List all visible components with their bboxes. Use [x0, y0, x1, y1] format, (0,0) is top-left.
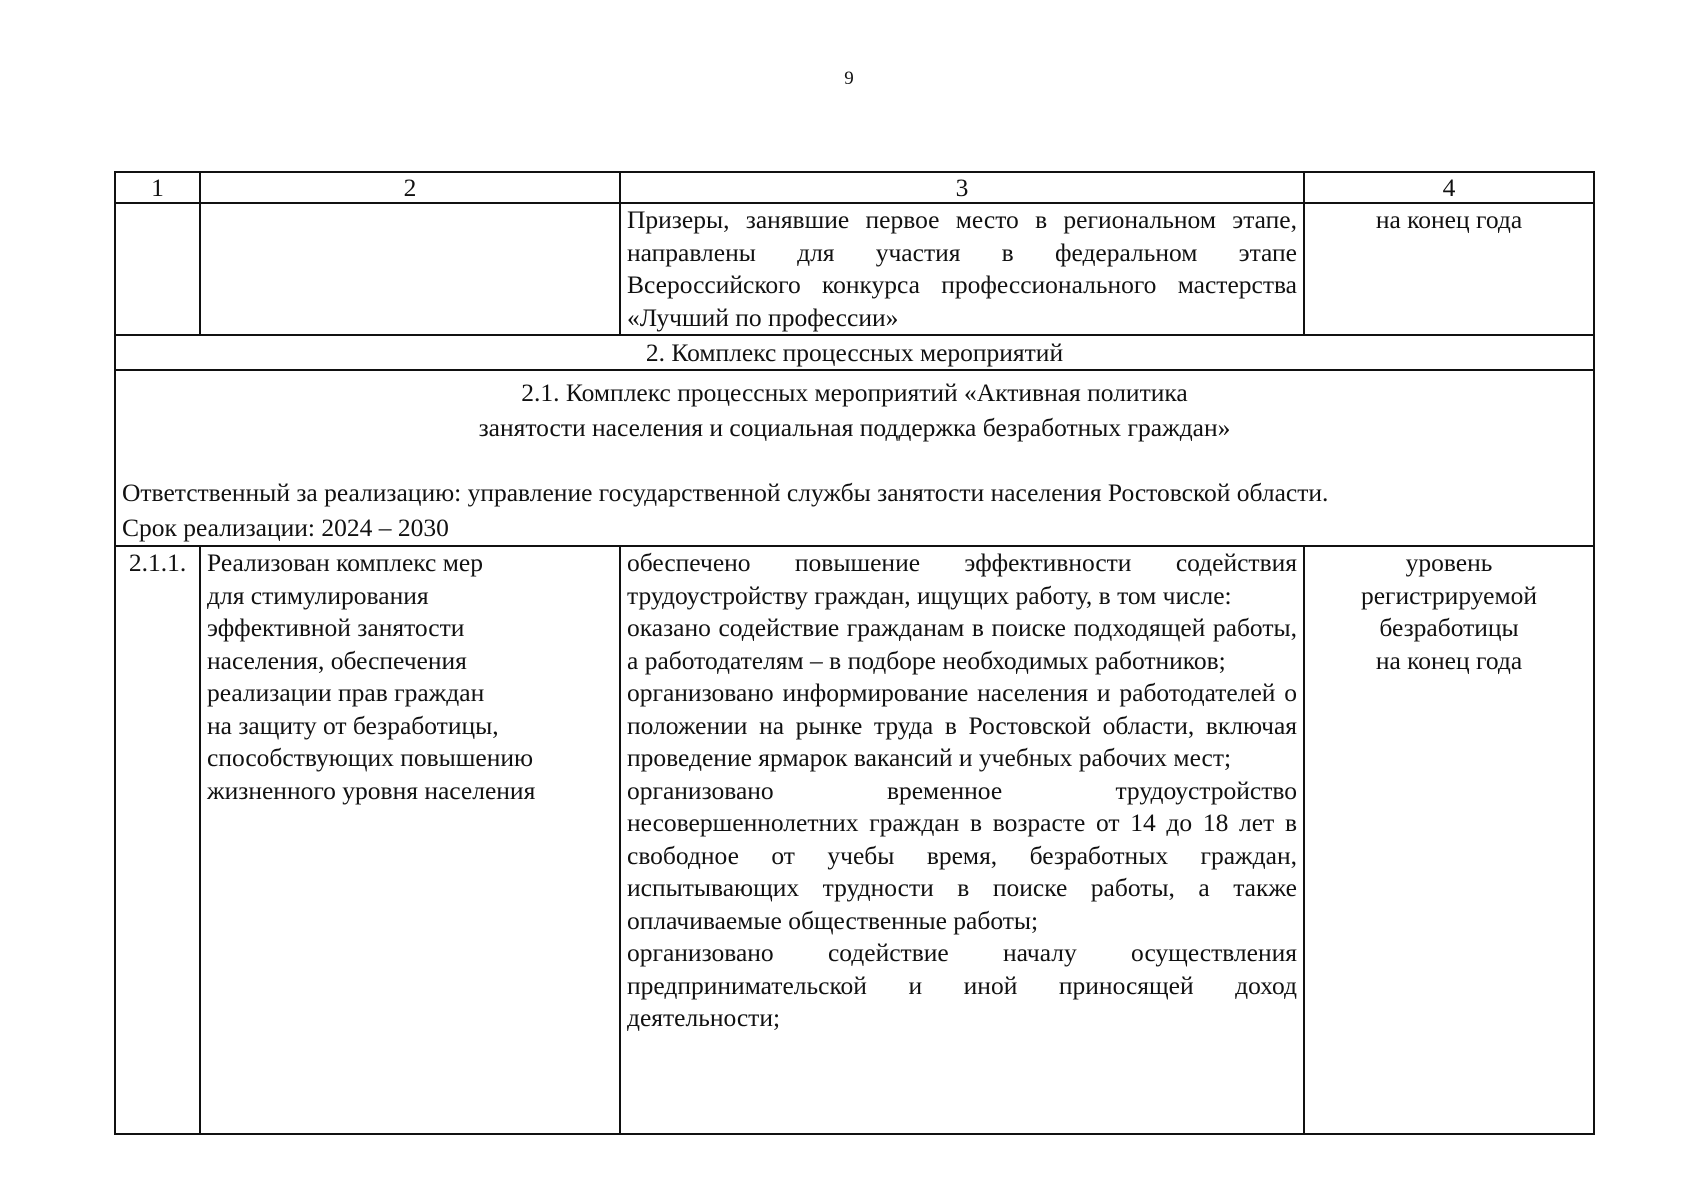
indicator-line: уровень — [1405, 548, 1493, 577]
header-col-4: 4 — [1304, 172, 1594, 203]
row2-description — [620, 546, 1304, 1134]
task-line: на защиту от безработицы, — [207, 710, 499, 740]
row2-indicator — [1304, 546, 1594, 1134]
task-line: для стимулирования — [207, 580, 429, 610]
task-line: эффективной занятости — [207, 613, 465, 642]
table-row — [115, 203, 1594, 335]
row1-indicator: на конец года — [1304, 203, 1594, 335]
subsection-title-line-2: занятости населения и социальная поддержка безработных граждан» — [478, 413, 1231, 442]
description-paragraph: организовано информирование населения и работодателей о положении на рынке труда в Ростовской области, включая проведение ярмарок вакансий и учебных рабочих мест; — [627, 678, 1297, 772]
header-col-1: 1 — [115, 172, 200, 203]
subsection-row — [115, 370, 1594, 546]
description-paragraph: обеспечено повышение эффективности содействия трудоустройству граждан, ищущих работу, в том числе: — [627, 548, 1297, 610]
subsection-info — [122, 445, 1587, 545]
table-row — [115, 546, 1594, 1134]
header-col-3: 3 — [620, 172, 1304, 203]
section-row — [115, 335, 1594, 370]
task-line: населения, обеспечения — [207, 645, 467, 675]
section-title: 2. Комплекс процессных мероприятий — [115, 335, 1594, 370]
subsection-title-line-1: 2.1. Комплекс процессных мероприятий «Активная политика — [521, 378, 1188, 407]
indicator-line: на конец года — [1375, 645, 1523, 675]
task-line: жизненного уровня населения — [207, 775, 536, 805]
term-text: Срок реализации: 2024 – 2030 — [122, 513, 449, 542]
task-line: реализации прав граждан — [207, 678, 485, 707]
row2-task — [200, 546, 620, 1134]
row1-result: Призеры, занявшие первое место в региональном этапе, направлены для участия в федеральном этапе Всероссийского конкурса профессионального мастерства «Лучший по профессии» — [620, 203, 1304, 335]
task-line: способствующих повышению — [207, 743, 534, 772]
description-paragraph: организовано временное трудоустройство несовершеннолетних граждан в возрасте от 14 до 18 лет в свободное от учебы время, безработных граждан, испытывающих трудности в поиске работы, а также оплачиваемые общественные работы; — [627, 775, 1297, 935]
page-number: 9 — [844, 68, 854, 89]
responsible-text: Ответственный за реализацию: управление государственной службы занятости населения Ростовской области. — [122, 478, 1329, 507]
subsection-title — [122, 371, 1587, 445]
indicator-line: безработицы — [1379, 613, 1519, 642]
row1-col2 — [200, 203, 620, 335]
description-paragraph: организовано содействие началу осуществления предпринимательской и иной приносящей доход деятельности; — [627, 938, 1297, 1032]
header-col-2: 2 — [200, 172, 620, 203]
task-line: Реализован комплекс мер — [207, 548, 483, 577]
row2-number: 2.1.1. — [115, 546, 200, 1134]
subsection-cell — [115, 370, 1594, 546]
row1-col1 — [115, 203, 200, 335]
activities-table — [114, 171, 1595, 1135]
indicator-line: регистрируемой — [1360, 580, 1538, 610]
description-paragraph: оказано содействие гражданам в поиске подходящей работы, а работодателям – в подборе необходимых работников; — [627, 613, 1297, 675]
table-header-row — [115, 172, 1594, 203]
